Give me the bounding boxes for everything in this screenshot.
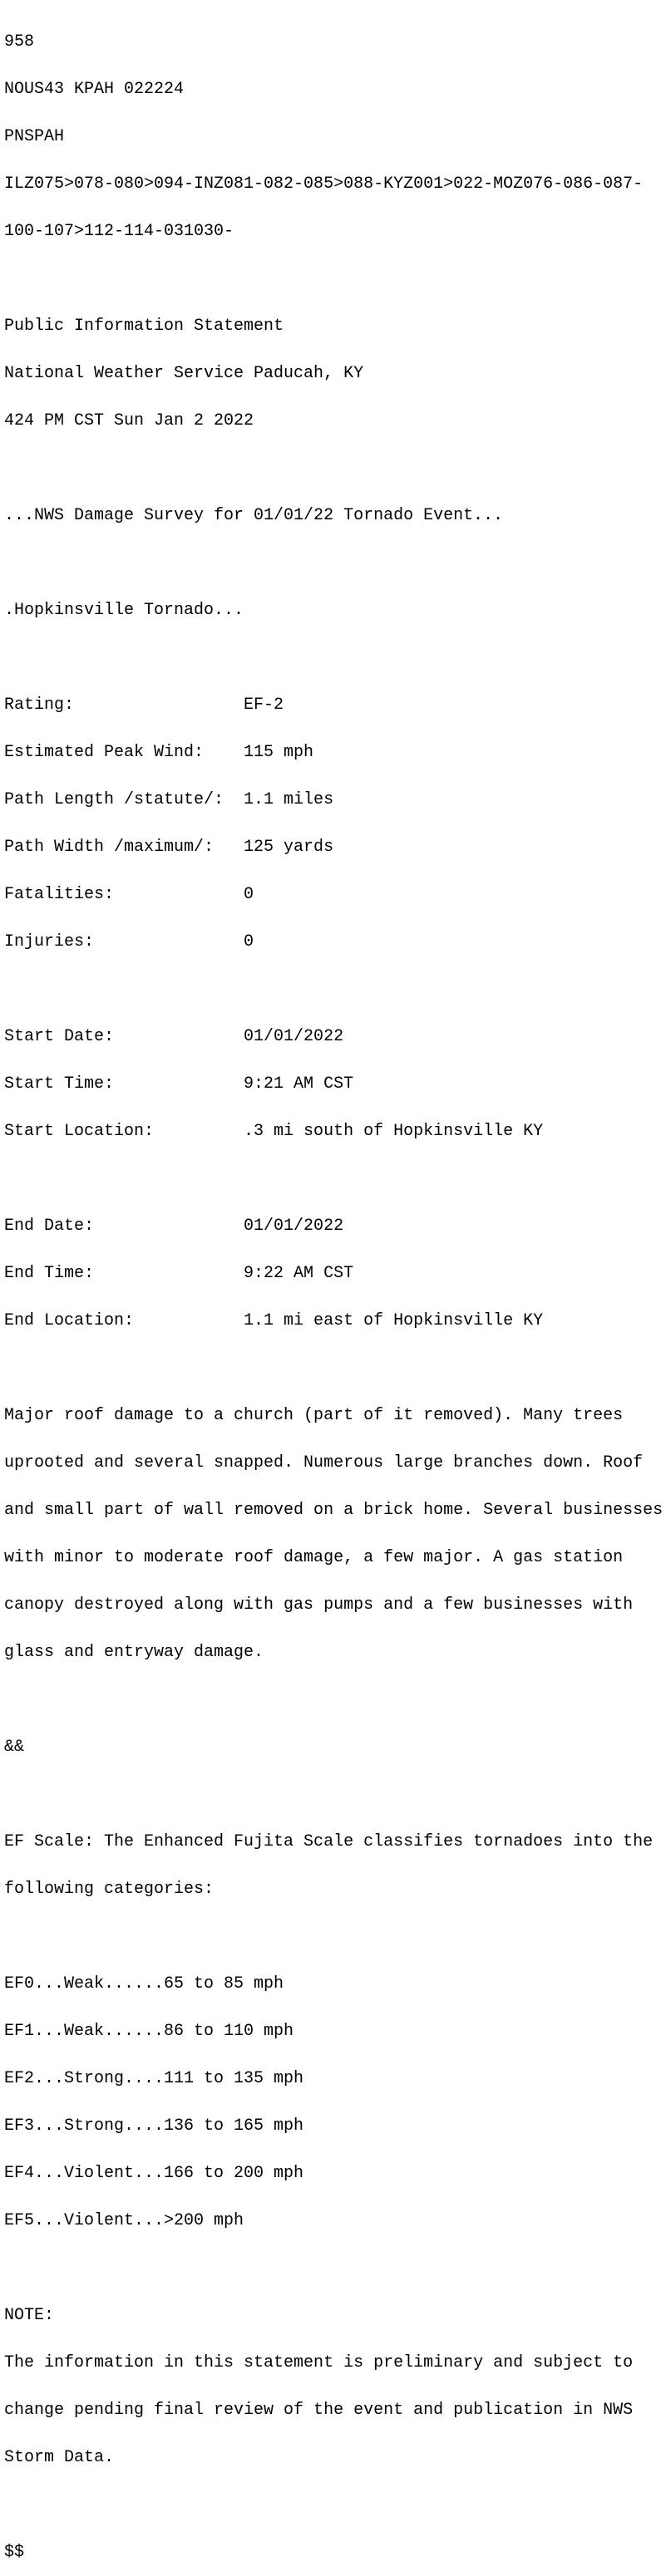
ef-scale-row: EF3...Strong....136 to 165 mph xyxy=(4,2116,304,2136)
note-label: NOTE: xyxy=(4,2306,55,2325)
narrative-line: and small part of wall removed on a brick home. Several businesses xyxy=(4,1501,664,1520)
note-line: The information in this statement is preliminary and subject to xyxy=(4,2353,634,2372)
ugc-line-1: ILZ075>078-080>094-INZ081-082-085>088-KYZ001>022-MOZ076-086-087- xyxy=(4,175,644,194)
narrative-line: glass and entryway damage. xyxy=(4,1643,264,1662)
product-number: 958 xyxy=(4,32,35,52)
blank-line xyxy=(4,555,666,571)
blank-line xyxy=(4,1692,666,1708)
end-location-row: End Location: 1.1 mi east of Hopkinsville KY xyxy=(4,1311,544,1330)
start-time-row: Start Time: 9:21 AM CST xyxy=(4,1074,354,1094)
ef-scale-intro-line: following categories: xyxy=(4,1880,215,1899)
blank-line xyxy=(4,2260,666,2276)
note-line: change pending final review of the event and publication in NWS xyxy=(4,2401,634,2420)
issuing-office: National Weather Service Paducah, KY xyxy=(4,364,364,383)
start-location-row: Start Location: .3 mi south of Hopkinsville KY xyxy=(4,1122,544,1141)
blank-line xyxy=(4,981,666,997)
ef-scale-row: EF0...Weak......65 to 85 mph xyxy=(4,1974,284,1993)
issue-time: 424 PM CST Sun Jan 2 2022 xyxy=(4,411,254,430)
end-date-row: End Date: 01/01/2022 xyxy=(4,1217,344,1236)
statement-title: Public Information Statement xyxy=(4,317,284,336)
rating-row: Rating: EF-2 xyxy=(4,696,284,715)
wmo-header: NOUS43 KPAH 022224 xyxy=(4,80,185,99)
injuries-row: Injuries: 0 xyxy=(4,932,254,951)
narrative-line: Major roof damage to a church (part of it removed). Many trees xyxy=(4,1406,624,1425)
blank-line xyxy=(4,1787,666,1802)
path-length-row: Path Length /statute/: 1.1 miles xyxy=(4,790,334,809)
headline: ...NWS Damage Survey for 01/01/22 Tornado Event... xyxy=(4,506,504,525)
narrative-line: with minor to moderate roof damage, a few major. A gas station xyxy=(4,1548,624,1567)
blank-line xyxy=(4,1360,666,1376)
ef-scale-row: EF1...Weak......86 to 110 mph xyxy=(4,2022,294,2041)
fatalities-row: Fatalities: 0 xyxy=(4,885,254,904)
event-name: .Hopkinsville Tornado... xyxy=(4,601,244,620)
path-width-row: Path Width /maximum/: 125 yards xyxy=(4,838,334,857)
start-date-row: Start Date: 01/01/2022 xyxy=(4,1027,344,1046)
note-line: Storm Data. xyxy=(4,2448,115,2467)
blank-line xyxy=(4,1929,666,1944)
peak-wind-row: Estimated Peak Wind: 115 mph xyxy=(4,743,314,762)
blank-line xyxy=(4,271,666,287)
end-marker: $$ xyxy=(4,2543,25,2562)
narrative-line: canopy destroyed along with gas pumps and a few businesses with xyxy=(4,1595,634,1615)
blank-line xyxy=(4,650,666,666)
awips-id: PNSPAH xyxy=(4,127,65,146)
section-separator: && xyxy=(4,1738,25,1757)
end-time-row: End Time: 9:22 AM CST xyxy=(4,1264,354,1283)
ef-scale-intro-line: EF Scale: The Enhanced Fujita Scale classifies tornadoes into the xyxy=(4,1832,654,1851)
blank-line xyxy=(4,2497,666,2513)
ef-scale-row: EF5...Violent...>200 mph xyxy=(4,2211,244,2230)
ef-scale-row: EF4...Violent...166 to 200 mph xyxy=(4,2164,304,2183)
blank-line xyxy=(4,1171,666,1187)
narrative-line: uprooted and several snapped. Numerous large branches down. Roof xyxy=(4,1453,644,1472)
blank-line xyxy=(4,460,666,476)
ugc-line-2: 100-107>112-114-031030- xyxy=(4,222,234,241)
ef-scale-row: EF2...Strong....111 to 135 mph xyxy=(4,2069,304,2088)
